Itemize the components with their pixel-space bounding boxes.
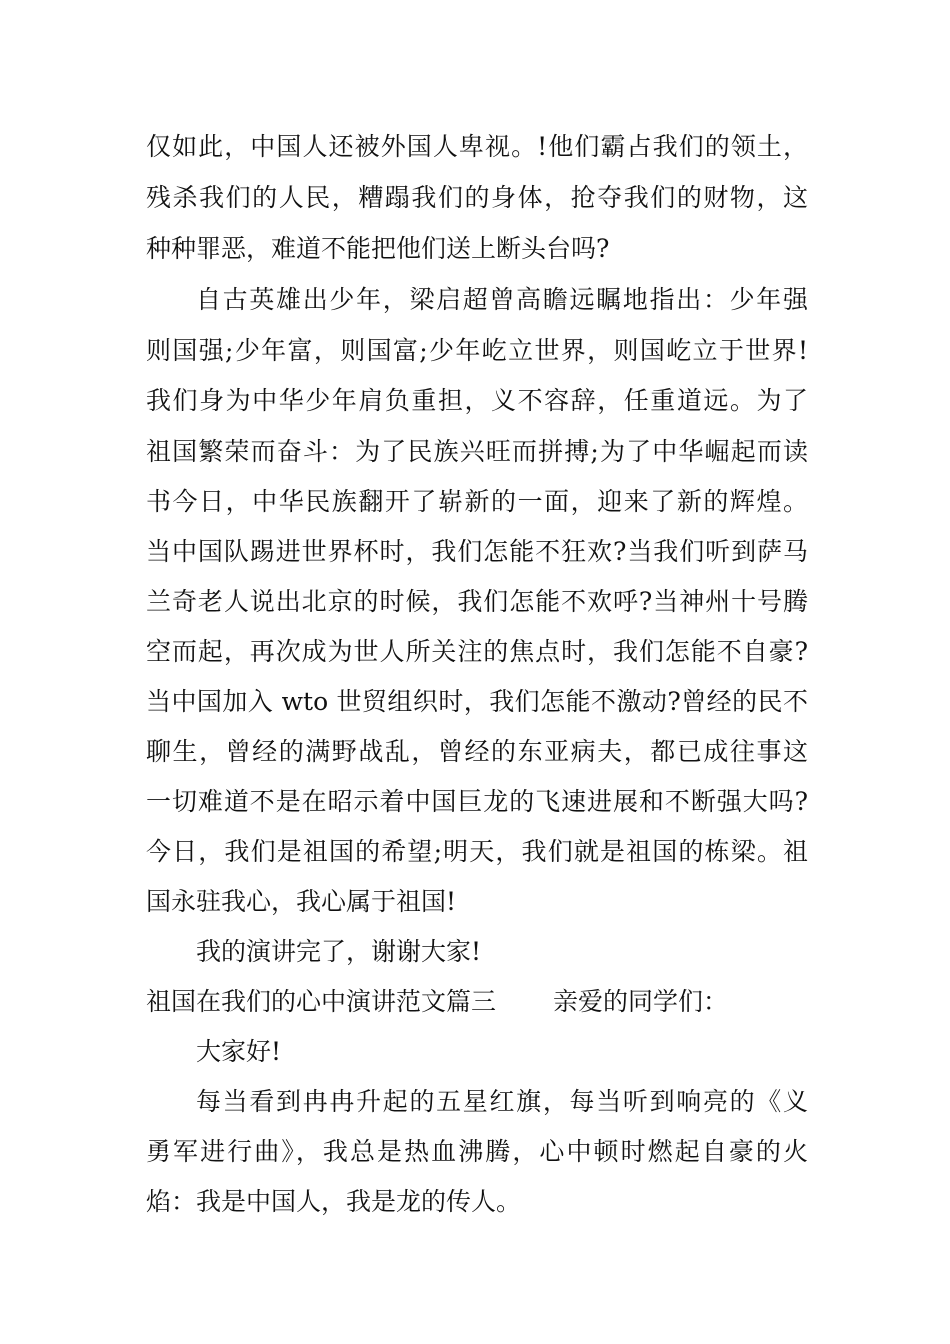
paragraph-first-line: 每当看到冉冉升起的五星红旗，每当听到响亮的《义 (196, 1087, 808, 1116)
salutation: 亲爱的同学们： (553, 987, 729, 1016)
text-line: 一切难道不是在昭示着中国巨龙的飞速进展和不断强大吗? (146, 787, 808, 816)
text-line: 空而起，再次成为世人所关注的焦点时，我们怎能不自豪? (146, 637, 808, 666)
text-line: 书今日，中华民族翻开了崭新的一面，迎来了新的辉煌。 (146, 487, 808, 516)
text-line: 当中国队踢进世界杯时，我们怎能不狂欢?当我们听到萨马 (146, 537, 808, 566)
text-line: 仅如此，中国人还被外国人卑视。!他们霸占我们的领土， (146, 132, 808, 161)
text-line: 我们身为中华少年肩负重担，义不容辞，任重道远。为了 (146, 386, 808, 415)
text-line: 当中国加入 wto 世贸组织时，我们怎能不激动?曾经的民不 (146, 687, 808, 716)
text-line: 兰奇老人说出北京的时候，我们怎能不欢呼?当神州十号腾 (146, 587, 808, 616)
paragraph-first-line: 自古英雄出少年，梁启超曾高瞻远瞩地指出：少年强 (196, 285, 808, 314)
text-line: 残杀我们的人民，糟蹋我们的身体，抢夺我们的财物，这 (146, 183, 808, 212)
text-line: 祖国繁荣而奋斗：为了民族兴旺而拼搏;为了中华崛起而读 (146, 437, 808, 466)
text-line: 今日，我们是祖国的希望;明天，我们就是祖国的栋梁。祖 (146, 837, 808, 866)
text-line: 焰：我是中国人，我是龙的传人。 (146, 1187, 522, 1216)
text-line: 聊生，曾经的满野战乱，曾经的东亚病夫，都已成往事这 (146, 737, 808, 766)
text-line: 则国强;少年富，则国富;少年屹立世界，则国屹立于世界! (146, 336, 808, 365)
greeting: 大家好! (196, 1037, 282, 1066)
text-line: 种种罪恶，难道不能把他们送上断头台吗? (146, 234, 610, 263)
text-line: 勇军进行曲》，我总是热血沸腾，心中顿时燃起自豪的火 (146, 1137, 808, 1166)
text-line: 国永驻我心，我心属于祖国! (146, 887, 457, 916)
closing-line: 我的演讲完了，谢谢大家! (196, 937, 482, 966)
section-title: 祖国在我们的心中演讲范文篇三 (146, 987, 497, 1016)
